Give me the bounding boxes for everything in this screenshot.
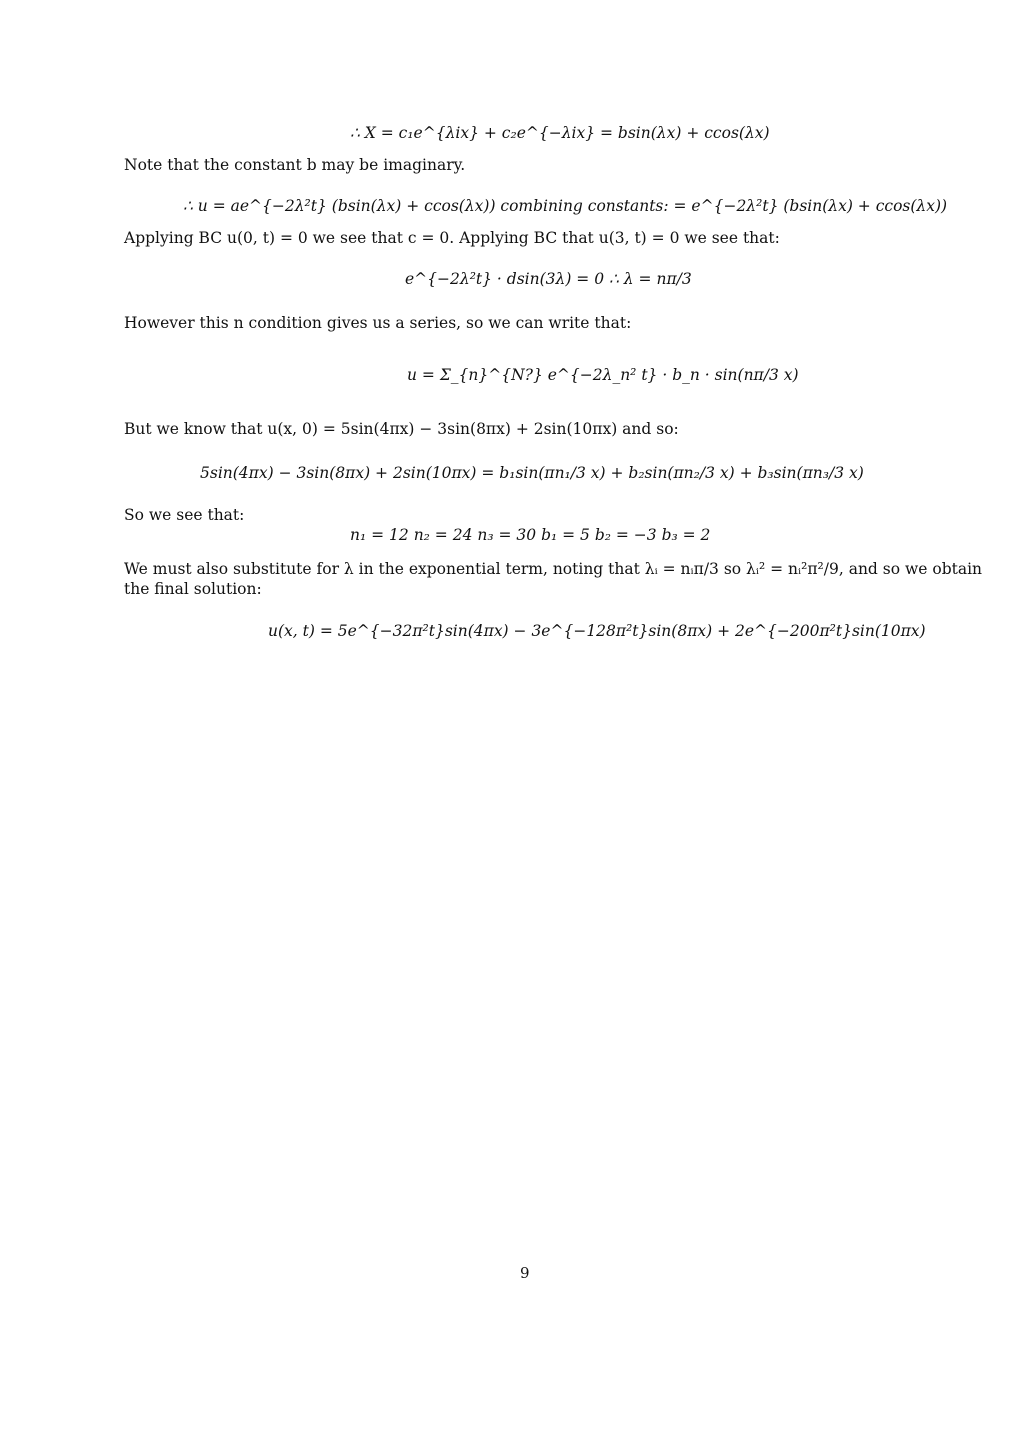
equation-final-solution: u(x, t) = 5e^{−32π²t}sin(4πx) − 3e^{−128π²t}sin(8πx) + 2e^{−200π²t}sin(10πx) bbox=[268, 622, 926, 640]
equation-coefficients: n₁ = 12 n₂ = 24 n₃ = 30 b₁ = 5 b₂ = −3 b₃ = 2 bbox=[350, 526, 711, 544]
equation-lambda-condition: e^{−2λ²t} · dsin(3λ) = 0 ∴ λ = nπ/3 bbox=[405, 270, 692, 288]
so-we-see-text: So we see that: bbox=[124, 506, 245, 524]
series-note: However this n condition gives us a series, so we can write that: bbox=[124, 314, 632, 332]
applying-bc-text: Applying BC u(0, t) = 0 we see that c = 0. Applying BC that u(3, t) = 0 we see that: bbox=[124, 229, 780, 247]
substitute-text-line-2: the final solution: bbox=[124, 580, 262, 598]
page-number: 9 bbox=[520, 1264, 530, 1282]
initial-condition-text: But we know that u(x, 0) = 5sin(4πx) − 3sin(8πx) + 2sin(10πx) and so: bbox=[124, 420, 679, 438]
equation-x-solution: ∴ X = c₁e^{λix} + c₂e^{−λix} = bsin(λx) + ccos(λx) bbox=[350, 124, 770, 142]
equation-series: u = Σ_{n}^{N?} e^{−2λ_n² t} · b_n · sin(nπ/3 x) bbox=[407, 366, 799, 384]
substitute-text-line-1: We must also substitute for λ in the exponential term, noting that λᵢ = nᵢπ/3 so λᵢ² = nᵢ²π²/9, and so we obtain bbox=[124, 560, 983, 578]
equation-u-combined: ∴ u = ae^{−2λ²t} (bsin(λx) + ccos(λx)) combining constants: = e^{−2λ²t} (bsin(λx) + ccos(λx)) bbox=[183, 197, 948, 215]
equation-match-terms: 5sin(4πx) − 3sin(8πx) + 2sin(10πx) = b₁sin(πn₁/3 x) + b₂sin(πn₂/3 x) + b₃sin(πn₃/3 x) bbox=[200, 464, 864, 482]
note-constant-b: Note that the constant b may be imaginary. bbox=[124, 156, 466, 174]
